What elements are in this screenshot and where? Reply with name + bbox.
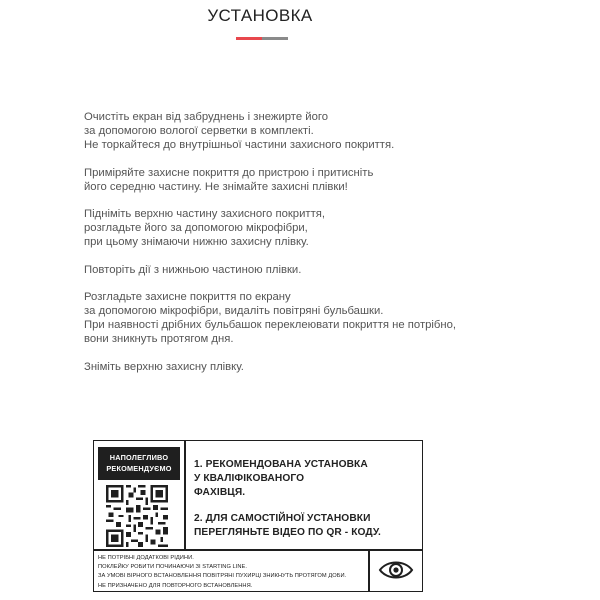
instruction-line: Розгладьте захисне покриття по екрану xyxy=(84,290,291,303)
recommendation-line: ФАХІВЦЯ. xyxy=(194,487,246,498)
footnote: НЕ ПОТРІБНІ ДОДАТКОВІ РІДИНИ. xyxy=(98,555,194,561)
recommend-badge xyxy=(98,447,180,480)
footnote: ПОКЛЕЙКУ РОБИТИ ПОЧИНАЮЧИ ЗІ STARTING LINE. xyxy=(98,564,248,571)
instruction-step xyxy=(84,207,554,250)
footnote: НЕ ПРИЗНАЧЕНО ДЛЯ ПОВТОРНОГО ВСТАНОВЛЕННЯ. xyxy=(98,582,253,589)
instruction-step xyxy=(84,110,554,153)
footnote-divider xyxy=(368,549,370,591)
page-title: УСТАНОВКА xyxy=(207,6,313,25)
notice-divider-vertical xyxy=(184,441,186,549)
instruction-step xyxy=(84,166,554,194)
qr-code-icon[interactable] xyxy=(106,485,168,547)
instruction-list xyxy=(84,110,554,387)
recommendation-2 xyxy=(194,512,414,540)
instruction-step xyxy=(84,290,554,347)
instruction-line: Зніміть верхню захисну плівку. xyxy=(84,360,244,373)
badge-line: НАПОЛЕГЛИВО xyxy=(109,453,169,462)
recommendation-notice xyxy=(93,440,423,592)
instruction-line: за допомогою вологої серветки в комплекті. xyxy=(84,125,314,138)
instruction-line: розгладьте його за допомогою мікрофібри, xyxy=(84,222,308,235)
recommendation-line: ПЕРЕГЛЯНЬТЕ ВІДЕО ПО QR - КОДУ. xyxy=(194,527,381,538)
recommendation-line: 2. ДЛЯ САМОСТІЙНОЇ УСТАНОВКИ xyxy=(194,513,371,524)
instruction-line: Підніміть верхню частину захисного покриття, xyxy=(84,208,326,221)
instruction-line: при цьому знімаючи нижню захисну плівку. xyxy=(84,236,309,249)
instruction-step xyxy=(84,360,554,374)
recommendation-text xyxy=(194,458,414,552)
notice-divider-horizontal xyxy=(94,549,422,551)
instruction-line: Приміряйте захисне покриття до пристрою і притисніть xyxy=(84,166,374,179)
footnote: ЗА УМОВІ ВІРНОГО ВСТАНОВЛЕННЯ ПОВІТРЯНІ ПУХИРЦІ ЗНИКНУТЬ ПРОТЯГОМ ДОБИ. xyxy=(98,573,347,580)
instruction-line: Очистіть екран від забруднень і знежирте його xyxy=(84,111,329,123)
instruction-line: вони зникнуть протягом дня. xyxy=(84,333,234,346)
accent-segment-gray xyxy=(262,37,288,40)
instruction-step xyxy=(84,263,554,277)
instruction-line: Не торкайтеся до внутрішньої частини захисного покриття. xyxy=(84,139,395,152)
instruction-line: за допомогою мікрофібри, видаліть повітряні бульбашки. xyxy=(84,305,384,318)
recommendation-1 xyxy=(194,458,414,500)
footnote-list xyxy=(98,554,368,591)
instruction-line: При наявності дрібних бульбашок переклеювати покриття не потрібно, xyxy=(84,319,457,332)
badge-line: РЕКОМЕНДУЄМО xyxy=(106,464,172,473)
recommendation-line: У КВАЛІФІКОВАНОГО xyxy=(194,473,305,484)
eye-icon xyxy=(378,558,414,582)
title-accent-bar xyxy=(236,37,288,40)
instruction-line: його середню частину. Не знімайте захисні плівки! xyxy=(84,180,348,193)
instruction-line: Повторіть дії з нижньою частиною плівки. xyxy=(84,263,302,276)
accent-segment-red xyxy=(236,37,262,40)
recommendation-line: 1. РЕКОМЕНДОВАНА УСТАНОВКА xyxy=(194,459,368,470)
